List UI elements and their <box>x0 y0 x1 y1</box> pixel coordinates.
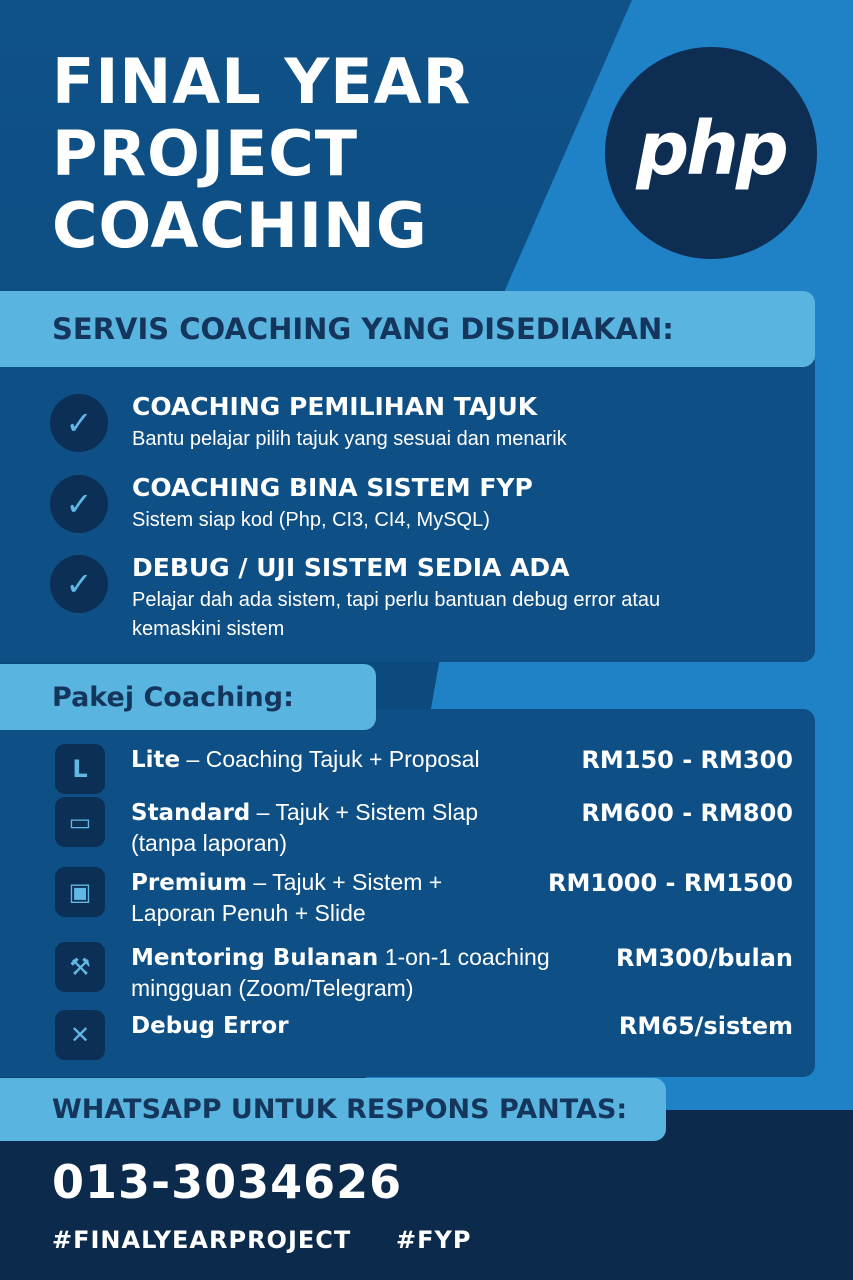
service-title: COACHING PEMILIHAN TAJUK <box>132 392 538 421</box>
service-title: DEBUG / UJI SISTEM SEDIA ADA <box>132 553 570 582</box>
checkmark-icon: ✓ <box>50 394 108 452</box>
packages-heading-banner <box>0 664 376 730</box>
php-logo <box>605 47 817 259</box>
package-name: Lite <box>131 747 181 773</box>
checkmark-icon: ✓ <box>50 555 108 613</box>
package-price: RM65/sistem <box>618 1012 793 1040</box>
whatsapp-heading: WHATSAPP UNTUK RESPONS PANTAS: <box>52 1094 628 1125</box>
checkmark-icon: ✓ <box>50 475 108 533</box>
tools-icon: ✕ <box>55 1010 105 1060</box>
phone-number: 013-3034626 <box>52 1155 403 1209</box>
package-price: RM600 - RM800 <box>581 799 793 827</box>
package-price: RM300/bulan <box>616 944 793 972</box>
title-line-3: COACHING <box>52 189 428 262</box>
packages-heading: Pakej Coaching: <box>52 681 294 713</box>
clock-icon: L <box>55 744 105 794</box>
package-separator: – <box>247 869 273 895</box>
poster-title <box>52 46 572 262</box>
services-heading-banner <box>0 291 815 367</box>
package-description: Tajuk + Sistem Slap (tanpa laporan) <box>131 799 479 856</box>
package-description: Tajuk + Sistem + Laporan Penuh + Slide <box>131 869 443 926</box>
php-logo-text: php <box>636 106 786 192</box>
service-title: COACHING BINA SISTEM FYP <box>132 473 533 502</box>
package-name: Premium <box>131 870 247 896</box>
whatsapp-heading-banner <box>0 1078 666 1141</box>
briefcase-icon: ▣ <box>55 867 105 917</box>
package-separator: – <box>250 799 276 825</box>
package-separator: – <box>180 746 206 772</box>
package-description: 1-on-1 coaching mingguan (Zoom/Telegram) <box>131 944 550 1001</box>
service-description: Bantu pelajar pilih tajuk yang sesuai dan menarik <box>132 428 567 450</box>
package-name: Debug Error <box>131 1013 289 1039</box>
service-description: Pelajar dah ada sistem, tapi perlu bantuan debug error atau kemaskini sistem <box>132 589 661 640</box>
layout-icon: ▭ <box>55 797 105 847</box>
service-description: Sistem siap kod (Php, CI3, CI4, MySQL) <box>132 509 490 531</box>
title-line-1: FINAL YEAR <box>52 45 472 118</box>
hashtag: #FYP <box>396 1226 472 1254</box>
package-price: RM1000 - RM1500 <box>548 869 793 897</box>
wrench-icon: ⚒ <box>55 942 105 992</box>
package-description: Coaching Tajuk + Proposal <box>205 746 480 772</box>
package-name: Standard <box>131 800 251 826</box>
package-name: Mentoring Bulanan <box>131 945 379 971</box>
services-heading: SERVIS COACHING YANG DISEDIAKAN: <box>52 312 674 346</box>
hashtag: #FINALYEARPROJECT <box>52 1226 352 1254</box>
package-price: RM150 - RM300 <box>581 746 793 774</box>
title-line-2: PROJECT <box>52 117 359 190</box>
